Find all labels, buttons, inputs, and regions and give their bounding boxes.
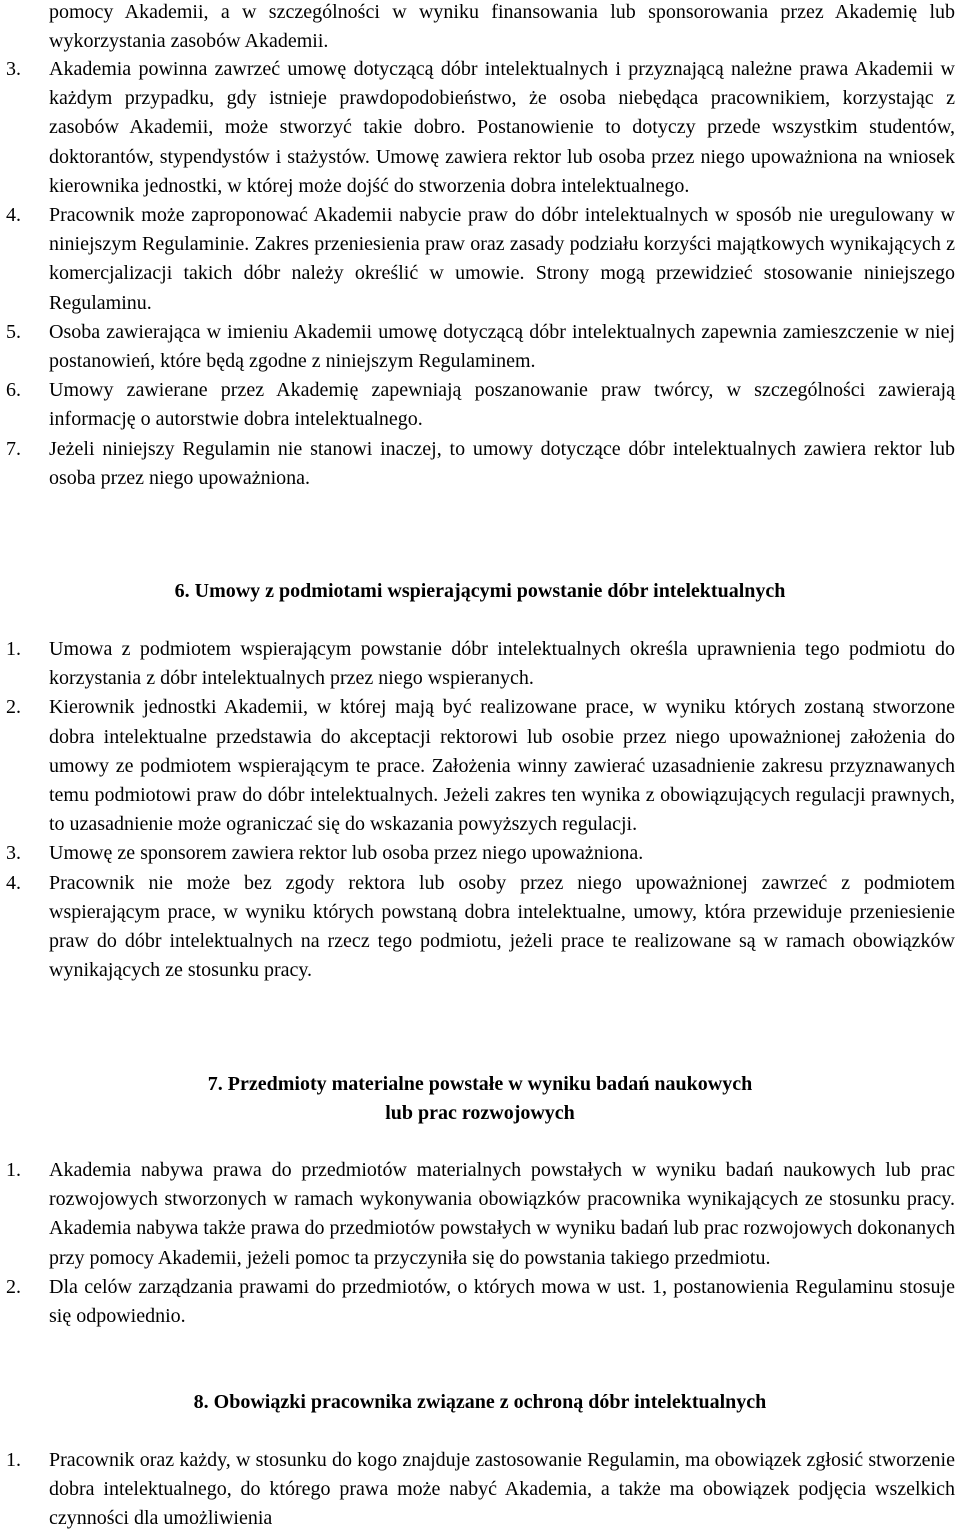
item-text: Akademia powinna zawrzeć umowę dotyczącą dóbr intelektualnych i przyznającą należne prawa Akademii w każdym przypadku, gdy istnieje prawdopodobieństwo, że osoba niebędąca pracownikiem, korzystając z zasobów Akademii, może stworzyć takie dobro. Postanowienie to dotyczy przede wszystkim studentów, doktorantów, stypendystów i stażystów. Umowę zawiera rektor lub osoba przez niego upoważniona na wniosek kierownika jednostki, w której może dojść do stworzenia dobra intelektualnego. [49, 58, 955, 197]
item-number: 3. [6, 842, 21, 865]
item-number: 4. [6, 871, 21, 894]
item-text: Umowa z podmiotem wspierającym powstanie dóbr intelektualnych określa uprawnienia tego podmiotu do korzystania z dóbr intelektualnych przez niego wspieranych. [49, 638, 955, 690]
list-item [0, 55, 955, 201]
item-number: 2. [6, 1275, 21, 1298]
item-text: Pracownik może zaproponować Akademii nabycie praw do dóbr intelektualnych w sposób nie uregulowany w niniejszym Regulaminie. Zakres przeniesienia praw oraz zasady podziału korzyści majątkowych wynikających z komercjalizacji takich dóbr należy określić w umowie. Strony mogą przewidzieć stosowanie niniejszego Regulaminu. [49, 204, 955, 314]
item-text: Umowy zawierane przez Akademię zapewniają poszanowanie praw twórcy, w szczególności zawierają informację o autorstwie dobra intelektualnego. [49, 379, 955, 431]
section-7-heading-line-2: lub prac rozwojowych [385, 1102, 575, 1124]
paragraph-text: pomocy Akademii, a w szczególności w wyniku finansowania lub sponsorowania przez Akademię lub wykorzystania zasobów Akademii. [49, 1, 955, 53]
section-6-items [0, 635, 955, 985]
section-7-heading-line-1: 7. Przedmioty materialne powstałe w wyniku badań naukowych [207, 1073, 753, 1095]
item-number: 4. [6, 204, 21, 227]
section-7-heading [0, 1070, 960, 1128]
item-number: 2. [6, 696, 21, 719]
section-8-items [0, 1446, 955, 1533]
item-number: 7. [6, 437, 21, 460]
item-text: Kierownik jednostki Akademii, w której mają być realizowane prace, w wyniku których zostaną stworzone dobra intelektualne przedstawia do akceptacji rektorowi lub osobie przez niego upoważnionej założenia do umowy ze podmiotem wspierającym te prace. Założenia winny zawierać uzasadnienie zakresu przyznawanych temu podmiotowi praw do dóbr intelektualnych. Jeżeli zakres ten wynika z obowiązujących regulacji prawnych, to uzasadnienie może ograniczać się do wskazania powyższych regulacji. [49, 696, 955, 836]
list-item [0, 435, 955, 493]
item-text: Umowę ze sponsorem zawiera rektor lub osoba przez niego upoważniona. [49, 842, 644, 865]
list-item [0, 1446, 955, 1533]
item-number: 1. [6, 1159, 21, 1181]
item-text: Jeżeli niniejszy Regulamin nie stanowi inaczej, to umowy dotyczące dóbr intelektualnych zawiera rektor lub osoba przez niego upoważniona. [49, 437, 955, 489]
item-number: 6. [6, 379, 21, 402]
section-8-heading: 8. Obowiązki pracownika związane z ochroną dóbr intelektualnych [193, 1391, 767, 1413]
section-7-items [0, 1156, 955, 1331]
item-number: 1. [6, 638, 21, 660]
item-number: 5. [6, 320, 21, 343]
item-text: Akademia nabywa prawa do przedmiotów materialnych powstałych w wyniku badań naukowych lub prac rozwojowych stworzonych w ramach wykonywania obowiązków pracownika wynikających ze stosunku pracy. Akademia nabywa także prawa do przedmiotów powstałych w wyniku badań lub prac rozwojowych dokonanych przy pomocy Akademii, jeżeli pomoc ta przyczyniła się do powstania takiego przedmiotu. [49, 1159, 955, 1269]
list-item [0, 869, 955, 986]
list-item [0, 839, 955, 868]
list-item [0, 635, 955, 693]
item-text: Pracownik nie może bez zgody rektora lub osoby przez niego upoważnionej zawrzeć z podmiotem wspierającym prace, w wyniku których powstaną dobra intelektualne, umowy, która przewiduje przeniesienie praw do dóbr intelektualnych na rzecz tego podmiotu, jeżeli prace te realizowane są w ramach obowiązków wynikających ze stosunku pracy. [49, 871, 955, 982]
item-number: 1. [6, 1449, 21, 1471]
list-item [0, 1273, 955, 1331]
item-text: Osoba zawierająca w imieniu Akademii umowę dotyczącą dóbr intelektualnych zapewnia zamieszczenie w niej postanowień, które będą zgodne z niniejszym Regulaminem. [49, 320, 955, 373]
list-item [0, 318, 955, 376]
list-item [0, 693, 955, 839]
list-item [0, 376, 955, 434]
item-text: Dla celów zarządzania prawami do przedmiotów, o których mowa w ust. 1, postanowienia Regulaminu stosuje się odpowiednio. [49, 1275, 955, 1328]
continuation-paragraph [0, 0, 955, 56]
item-text: Pracownik oraz każdy, w stosunku do kogo znajduje zastosowanie Regulamin, ma obowiązek zgłosić stworzenie dobra intelektualnego, do którego prawa może nabyć Akademia, a także ma obowiązek podjęcia wszelkich czynności dla umożliwienia [49, 1449, 955, 1530]
list-item [0, 1156, 955, 1273]
section-5-items [0, 55, 955, 493]
list-item [0, 201, 955, 318]
section-6-heading: 6. Umowy z podmiotami wspierającymi powstanie dóbr intelektualnych [174, 580, 786, 602]
item-number: 3. [6, 58, 21, 80]
